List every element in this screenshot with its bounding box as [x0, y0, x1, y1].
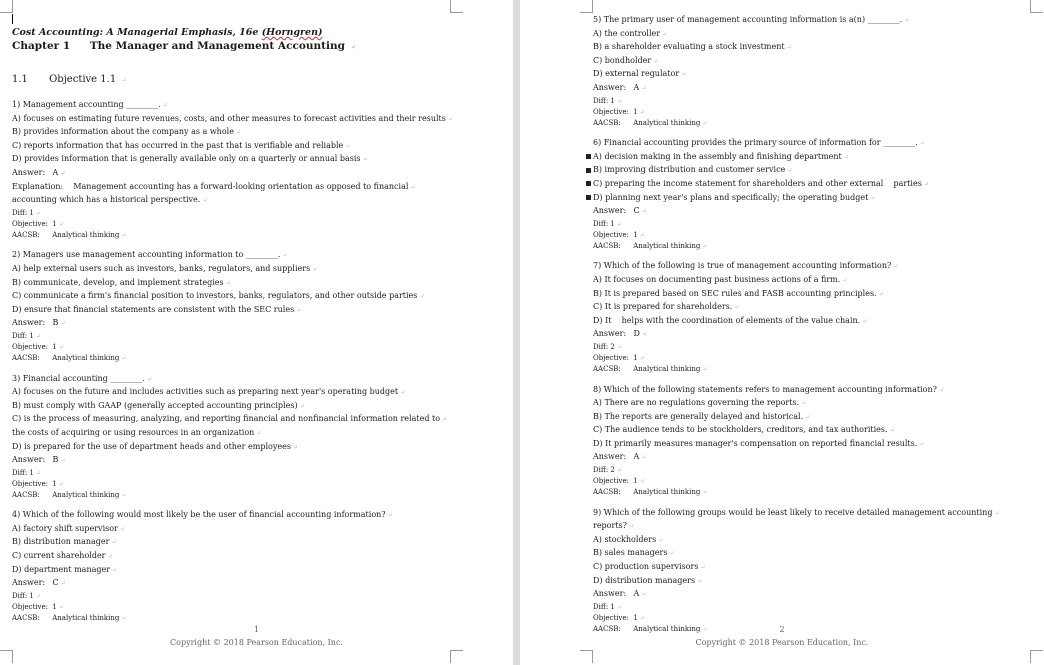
paragraph-mark: ↵	[919, 440, 925, 448]
objective-label: Objective:	[593, 477, 629, 486]
question-1	[12, 99, 503, 241]
question-stem-cont[interactable]: reports? ↵	[593, 521, 634, 531]
aacsb-label: AACSB:	[593, 118, 621, 127]
explanation-label: Explanation:	[12, 181, 64, 191]
explanation-text: Management accounting has a forward-looking orientation as opposed to financial	[73, 181, 409, 191]
answer-label: Answer:	[12, 578, 46, 588]
copyright-footer: Copyright © 2018 Pearson Education, Inc.	[695, 638, 869, 647]
answer-value: D	[633, 329, 640, 339]
objective-line[interactable]	[12, 219, 503, 230]
crop-mark	[580, 650, 593, 663]
paragraph-mark: ↵	[121, 355, 127, 363]
diff-label: Diff:	[593, 466, 609, 475]
paragraph-mark: ↵	[162, 102, 168, 109]
diff-value: 1	[610, 602, 615, 611]
blank-line	[593, 129, 1034, 137]
book-title	[12, 26, 503, 39]
page-2-content	[593, 14, 1034, 635]
diff-label: Diff:	[593, 342, 609, 351]
paragraph-mark: ↵	[639, 231, 645, 239]
paragraph-mark: ↵	[35, 592, 41, 600]
paragraph-mark: ↵	[202, 197, 208, 205]
objective-label: Objective:	[12, 479, 48, 488]
question-6	[593, 137, 1034, 252]
answer-option[interactable]	[593, 192, 1034, 206]
paragraph-mark: ↵	[35, 332, 41, 340]
option-text: A) decision making in the assembly and finishing department	[593, 151, 842, 161]
aacsb-value: Analytical thinking	[52, 491, 120, 500]
answer-line[interactable]	[12, 454, 503, 468]
answer-value: C	[52, 578, 59, 588]
objective-value: 1	[633, 477, 638, 486]
blank-line	[593, 376, 1034, 384]
objective-label: Objective:	[12, 219, 48, 228]
answer-line[interactable]	[593, 82, 1034, 96]
objective-label: Objective:	[12, 343, 48, 352]
list-bullet	[586, 181, 591, 186]
paragraph-mark: ↵	[299, 402, 305, 410]
aacsb-line[interactable]	[12, 613, 503, 624]
objective-label: Objective:	[593, 614, 629, 623]
answer-option[interactable]: D) external regulator ↵	[593, 69, 687, 79]
answer-option[interactable]: B) sales managers ↵	[593, 548, 675, 558]
objective-line[interactable]	[12, 602, 503, 613]
answer-line[interactable]	[593, 588, 1034, 602]
answer-line[interactable]	[12, 577, 503, 591]
objective-line[interactable]	[593, 230, 1034, 241]
question-9	[593, 507, 1034, 636]
objective-value: 1	[52, 343, 57, 352]
paragraph-mark: ↵	[400, 389, 406, 397]
paragraph-mark: ↵	[60, 320, 66, 328]
answer-option[interactable]: B) The reports are generally delayed and historical. ↵	[593, 411, 811, 421]
list-bullet	[586, 154, 591, 159]
paragraph-mark: ↵	[641, 208, 647, 216]
answer-option[interactable]	[593, 178, 1034, 192]
answer-option[interactable]: A) focuses on estimating future revenues, costs, and other measures to forecast activities and their results ↵	[12, 113, 453, 123]
page-gap	[513, 0, 520, 665]
aacsb-value: Analytical thinking	[633, 365, 701, 374]
diff-value: 2	[610, 342, 615, 351]
answer-label: Answer:	[12, 455, 46, 465]
diff-value: 1	[610, 96, 615, 105]
answer-option[interactable]: A) focuses on the future and includes activities such as preparing next year's operating budget ↵	[12, 387, 406, 397]
paragraph-mark: ↵	[58, 480, 64, 488]
aacsb-line[interactable]	[12, 490, 503, 501]
paragraph-mark: ↵	[121, 232, 127, 240]
paragraph-mark: ↵	[119, 525, 125, 533]
paragraph-mark: ↵	[641, 331, 647, 339]
paragraph-mark: ↵	[697, 577, 703, 585]
paragraph-mark: ↵	[60, 580, 66, 588]
paragraph-mark: ↵	[121, 492, 127, 500]
question-stem[interactable]: 8) Which of the following statements refers to management accounting information? ↵	[593, 384, 944, 394]
blank-line	[12, 501, 503, 509]
diff-value: 1	[29, 468, 34, 477]
aacsb-value: Analytical thinking	[633, 488, 701, 497]
answer-option[interactable]: C) bondholder ↵	[593, 55, 659, 65]
answer-option[interactable]	[593, 164, 1034, 178]
aacsb-value: Analytical thinking	[633, 118, 701, 127]
paragraph-mark: ↵	[842, 276, 848, 284]
answer-option[interactable]: A) It focuses on documenting past business actions of a firm. ↵	[593, 274, 848, 284]
paragraph-mark: ↵	[878, 290, 884, 298]
diff-line[interactable]	[12, 208, 503, 219]
paragraph-mark: ↵	[641, 454, 647, 462]
aacsb-line[interactable]	[593, 241, 1034, 252]
paragraph-mark: ↵	[923, 180, 929, 188]
aacsb-label: AACSB:	[593, 488, 621, 497]
paragraph-mark: ↵	[702, 366, 708, 374]
paragraph-mark: ↵	[639, 108, 645, 116]
answer-value: A	[633, 452, 640, 462]
diff-line[interactable]	[12, 591, 503, 602]
objective-value: 1	[52, 603, 57, 612]
aacsb-value: Analytical thinking	[52, 354, 120, 363]
objective-line[interactable]	[593, 107, 1034, 118]
objective-value: 1	[633, 614, 638, 623]
paragraph-mark: ↵	[235, 129, 241, 137]
question-3	[12, 373, 503, 502]
answer-label: Answer:	[12, 167, 46, 177]
aacsb-label: AACSB:	[12, 231, 40, 240]
answer-option[interactable]: B) distribution manager ↵	[12, 537, 117, 547]
paragraph-mark: ↵	[700, 564, 706, 572]
paragraph-mark: ↵	[862, 317, 868, 325]
paragraph-mark: ↵	[662, 30, 668, 38]
objective-value: 1	[633, 230, 638, 239]
paragraph-mark: ↵	[256, 429, 262, 437]
diff-value: 2	[610, 466, 615, 475]
objective-value: 1	[633, 354, 638, 363]
paragraph-mark: ↵	[616, 603, 622, 611]
answer-label: Answer:	[593, 589, 627, 599]
answer-label: Answer:	[593, 206, 627, 216]
question-4	[12, 509, 503, 624]
objective-label: Objective:	[593, 230, 629, 239]
crop-mark	[1030, 0, 1043, 13]
paragraph-mark: ↵	[107, 553, 113, 561]
chapter-label: Chapter 1	[12, 40, 71, 52]
section-number: 1.1	[12, 74, 28, 85]
blank-line	[12, 365, 503, 373]
paragraph-mark: ↵	[616, 343, 622, 351]
diff-line[interactable]	[593, 465, 1034, 476]
question-8	[593, 384, 1034, 499]
aacsb-label: AACSB:	[12, 614, 40, 623]
question-stem[interactable]: 7) Which of the following is true of management accounting information? ↵	[593, 261, 899, 271]
copyright-footer: Copyright © 2018 Pearson Education, Inc.	[170, 638, 343, 647]
paragraph-mark: ↵	[805, 413, 811, 421]
paragraph-mark: ↵	[58, 220, 64, 228]
answer-option[interactable]: A) help external users such as investors, banks, regulators, and suppliers ↵	[12, 263, 318, 273]
paragraph-mark: ↵	[669, 550, 675, 558]
diff-label: Diff:	[12, 208, 28, 217]
objective-line[interactable]	[593, 353, 1034, 364]
answer-value: B	[52, 318, 59, 328]
text-cursor	[12, 14, 13, 24]
document-page-2[interactable]	[520, 0, 1044, 665]
question-stem[interactable]: 2) Managers use management accounting information to ________. ↵	[12, 250, 288, 260]
answer-value: A	[52, 167, 59, 177]
paragraph-mark: ↵	[112, 566, 118, 574]
answer-value: B	[52, 455, 59, 465]
answer-option[interactable]: B) provides information about the company as a whole ↵	[12, 127, 241, 137]
paragraph-mark: ↵	[146, 375, 152, 383]
paragraph-mark: ↵	[296, 306, 302, 314]
paragraph-mark: ↵	[60, 457, 66, 465]
objective-line[interactable]	[593, 613, 1034, 624]
answer-option[interactable]: C) The audience tends to be stockholders, creditors, and tax authorities. ↵	[593, 425, 895, 435]
diff-label: Diff:	[593, 219, 609, 228]
diff-value: 1	[29, 331, 34, 340]
blank-line	[12, 55, 503, 66]
paragraph-mark: ↵	[111, 539, 117, 547]
aacsb-line[interactable]	[593, 364, 1034, 375]
objective-label: Objective:	[593, 107, 629, 116]
answer-option[interactable]: D) distribution managers ↵	[593, 575, 703, 585]
crop-mark	[450, 0, 463, 13]
answer-option[interactable]: the costs of acquiring or using resources in an organization ↵	[12, 427, 262, 437]
paragraph-mark: ↵	[787, 167, 793, 175]
paragraph-mark: ↵	[616, 97, 622, 105]
paragraph-mark: ↵	[658, 536, 664, 544]
answer-option[interactable]: D) department manager ↵	[12, 564, 118, 574]
paragraph-mark: ↵	[312, 265, 318, 273]
paragraph-mark: ↵	[628, 523, 634, 531]
question-stem[interactable]: 5) The primary user of management accounting information is a(n) ________. ↵	[593, 15, 910, 24]
diff-label: Diff:	[12, 331, 28, 340]
answer-label: Answer:	[593, 452, 627, 462]
question-2	[12, 249, 503, 364]
paragraph-mark: ↵	[345, 142, 351, 150]
question-stem[interactable]: 6) Financial accounting provides the primary source of information for ________. ↵	[593, 138, 925, 148]
paragraph-mark: ↵	[292, 443, 298, 451]
diff-line[interactable]	[593, 342, 1034, 353]
paragraph-mark: ↵	[35, 469, 41, 477]
objective-line[interactable]	[12, 479, 503, 490]
answer-label: Answer:	[12, 318, 46, 328]
explanation-line[interactable]: accounting which has a historical perspective. ↵	[12, 195, 208, 205]
paragraph-mark: ↵	[350, 44, 356, 51]
answer-option[interactable]: D) It helps with the coordination of elements of the value chain. ↵	[593, 315, 868, 325]
paragraph-mark: ↵	[616, 220, 622, 228]
paragraph-mark: ↵	[442, 416, 448, 424]
objective-label: Objective:	[593, 354, 629, 363]
paragraph-mark: ↵	[447, 115, 453, 123]
answer-line[interactable]	[12, 167, 503, 181]
answer-option[interactable]	[593, 151, 1034, 165]
paragraph-mark: ↵	[938, 386, 944, 394]
list-bullet	[586, 195, 591, 200]
objective-value: 1	[52, 479, 57, 488]
blank-line	[593, 252, 1034, 260]
paragraph-mark: ↵	[702, 626, 708, 634]
list-bullet	[586, 168, 591, 173]
chapter-heading	[12, 39, 503, 55]
answer-option[interactable]: D) It primarily measures manager's compensation on reported financial results. ↵	[593, 438, 925, 448]
paragraph-mark: ↵	[419, 293, 425, 301]
crop-mark	[1030, 650, 1043, 663]
objective-line[interactable]	[12, 342, 503, 353]
aacsb-label: AACSB:	[12, 354, 40, 363]
answer-line[interactable]	[593, 328, 1034, 342]
page-1-content	[12, 26, 503, 624]
aacsb-line[interactable]	[12, 230, 503, 241]
chapter-title: The Manager and Management Accounting	[89, 40, 345, 52]
paragraph-mark: ↵	[893, 263, 899, 271]
paragraph-mark: ↵	[641, 591, 647, 599]
diff-line[interactable]	[593, 602, 1034, 613]
crop-mark	[0, 650, 13, 663]
crop-mark	[450, 650, 463, 663]
question-stem[interactable]: 9) Which of the following groups would be least likely to receive detailed management accounting ↵	[593, 507, 1000, 517]
blank-line	[12, 241, 503, 249]
paragraph-mark: ↵	[801, 400, 807, 408]
paragraph-mark: ↵	[58, 344, 64, 352]
paragraph-mark: ↵	[639, 615, 645, 623]
aacsb-label: AACSB:	[593, 242, 621, 251]
paragraph-mark: ↵	[639, 355, 645, 363]
paragraph-mark: ↵	[653, 57, 659, 65]
answer-value: C	[633, 206, 640, 216]
answer-value: A	[633, 589, 640, 599]
aacsb-line[interactable]	[593, 487, 1034, 498]
paragraph-mark: ↵	[60, 169, 66, 177]
aacsb-label: AACSB:	[12, 491, 40, 500]
answer-option[interactable]: C) is the process of measuring, analyzing, and reporting financial and nonfinancial information related to ↵	[12, 414, 448, 424]
paragraph-mark: ↵	[387, 512, 393, 520]
option-text: D) planning next year's plans and specifically; the operating budget	[593, 192, 869, 202]
paragraph-mark: ↵	[362, 156, 368, 164]
diff-value: 1	[29, 208, 34, 217]
aacsb-value: Analytical thinking	[52, 614, 120, 623]
objective-line[interactable]	[593, 476, 1034, 487]
aacsb-value: Analytical thinking	[633, 242, 701, 251]
diff-line[interactable]	[12, 331, 503, 342]
paragraph-mark: ↵	[35, 209, 41, 217]
diff-line[interactable]	[12, 468, 503, 479]
paragraph-mark: ↵	[681, 71, 687, 79]
answer-option[interactable]: A) stockholders ↵	[593, 534, 664, 544]
blank-line	[12, 88, 503, 99]
diff-label: Diff:	[593, 602, 609, 611]
diff-label: Diff:	[12, 468, 28, 477]
section-heading	[12, 72, 503, 88]
paragraph-mark: ↵	[121, 615, 127, 623]
aacsb-line[interactable]	[593, 118, 1034, 129]
paragraph-mark: ↵	[994, 509, 1000, 517]
paragraph-mark: ↵	[904, 17, 910, 24]
answer-label: Answer:	[593, 82, 627, 92]
section-title: Objective 1.1	[49, 74, 117, 85]
paragraph-mark: ↵	[889, 427, 895, 435]
diff-line[interactable]	[593, 219, 1034, 230]
crop-mark	[580, 0, 593, 13]
objective-value: 1	[633, 107, 638, 116]
answer-option[interactable]: C) communicate a firm's financial position to investors, banks, regulators, and other outside parties ↵	[12, 291, 425, 301]
answer-option[interactable]: C) current shareholder ↵	[12, 551, 113, 561]
answer-option[interactable]: D) is prepared for the use of department heads and other employees ↵	[12, 441, 298, 451]
aacsb-value: Analytical thinking	[52, 231, 120, 240]
document-page-1[interactable]	[0, 0, 513, 665]
objective-label: Objective:	[12, 603, 48, 612]
book-author: (Horngren)	[261, 27, 323, 38]
book-title-main: Cost Accounting: A Managerial Emphasis, 16e	[12, 27, 259, 38]
paragraph-mark: ↵	[843, 153, 849, 161]
answer-option[interactable]: A) the controller ↵	[593, 28, 668, 38]
blank-line	[593, 499, 1034, 507]
answer-value: A	[633, 82, 640, 92]
page-number: 1	[253, 625, 260, 634]
option-text: C) preparing the income statement for shareholders and other external parties	[593, 178, 922, 188]
answer-option[interactable]: A) There are no regulations governing the reports. ↵	[593, 398, 807, 408]
answer-option[interactable]: A) factory shift supervisor ↵	[12, 523, 125, 533]
paragraph-mark: ↵	[121, 77, 127, 84]
explanation-line[interactable]	[12, 181, 503, 195]
diff-line[interactable]	[593, 96, 1034, 107]
diff-label: Diff:	[12, 591, 28, 600]
answer-option[interactable]: B) a shareholder evaluating a stock investment ↵	[593, 42, 792, 52]
paragraph-mark: ↵	[639, 478, 645, 486]
answer-label: Answer:	[593, 329, 627, 339]
paragraph-mark: ↵	[702, 243, 708, 251]
answer-option[interactable]: B) must comply with GAAP (generally accepted accounting principles) ↵	[12, 400, 305, 410]
paragraph-mark: ↵	[870, 194, 876, 202]
question-stem[interactable]: 3) Financial accounting ________. ↵	[12, 373, 152, 383]
option-text: B) improving distribution and customer service	[593, 165, 786, 175]
answer-option[interactable]: D) ensure that financial statements are consistent with the SEC rules ↵	[12, 304, 302, 314]
answer-option[interactable]: D) provides information that is generally available only on a quarterly or annual basis ↵	[12, 154, 368, 164]
diff-value: 1	[29, 591, 34, 600]
paragraph-mark: ↵	[410, 183, 416, 191]
question-7	[593, 260, 1034, 375]
answer-option[interactable]: B) It is prepared based on SEC rules and FASB accounting principles. ↵	[593, 288, 884, 298]
paragraph-mark: ↵	[225, 279, 231, 287]
answer-option[interactable]: B) communicate, develop, and implement strategies ↵	[12, 277, 231, 287]
paragraph-mark: ↵	[919, 140, 925, 148]
question-5	[593, 14, 1034, 129]
question-stem[interactable]: 4) Which of the following would most likely be the user of financial accounting information? ↵	[12, 510, 393, 520]
diff-value: 1	[610, 219, 615, 228]
aacsb-value: Analytical thinking	[633, 625, 701, 634]
paragraph-mark: ↵	[616, 467, 622, 475]
answer-line[interactable]	[12, 317, 503, 331]
paragraph-mark: ↵	[641, 84, 647, 92]
paragraph-mark: ↵	[282, 252, 288, 260]
page-number: 2	[779, 625, 785, 634]
aacsb-label: AACSB:	[593, 625, 621, 634]
paragraph-mark: ↵	[702, 489, 708, 497]
paragraph-mark: ↵	[58, 604, 64, 612]
crop-mark	[0, 0, 13, 13]
objective-value: 1	[52, 219, 57, 228]
aacsb-label: AACSB:	[593, 365, 621, 374]
aacsb-line[interactable]	[12, 353, 503, 364]
answer-line[interactable]	[593, 451, 1034, 465]
paragraph-mark: ↵	[702, 119, 708, 127]
diff-label: Diff:	[593, 96, 609, 105]
question-stem[interactable]: 1) Management accounting ________. ↵	[12, 100, 168, 109]
answer-line[interactable]	[593, 205, 1034, 219]
answer-option[interactable]: C) It is prepared for shareholders. ↵	[593, 302, 740, 312]
answer-option[interactable]: C) reports information that has occurred in the past that is verifiable and reliable ↵	[12, 140, 351, 150]
paragraph-mark: ↵	[786, 44, 792, 52]
answer-option[interactable]: C) production supervisors ↵	[593, 562, 706, 572]
paragraph-mark: ↵	[734, 304, 740, 312]
